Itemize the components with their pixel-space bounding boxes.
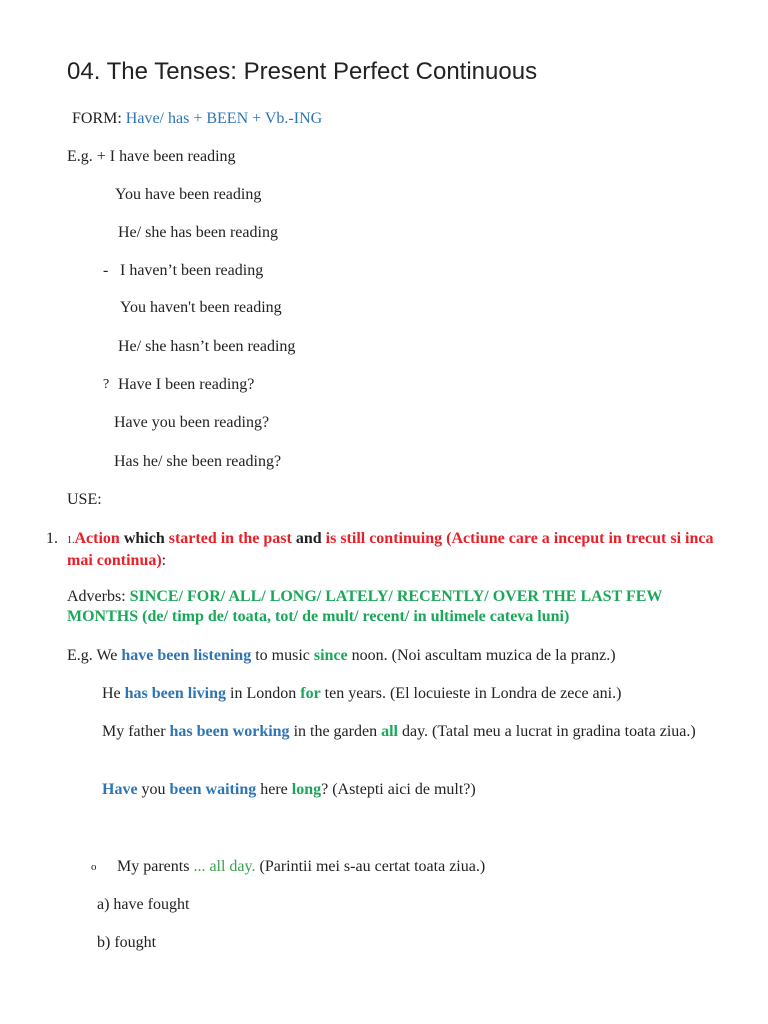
affirmative-line-2: You have been reading	[115, 186, 262, 203]
adverbs-line	[67, 587, 727, 627]
exercise-question	[117, 857, 485, 877]
example-1	[67, 646, 616, 666]
exercise-option-a: a) have fought	[97, 896, 190, 913]
use-1-description	[67, 529, 727, 571]
example-2-rest: ten years. (El locuieste in Londra de zece ani.)	[324, 685, 622, 702]
example-3-verb: has been working	[169, 723, 290, 740]
use-1-colon: :	[161, 552, 167, 569]
negative-line-2: You haven't been reading	[120, 299, 282, 316]
negative-prefix: -	[103, 262, 109, 279]
example-4-adverb: long	[291, 781, 322, 798]
negative-line-3: He/ she hasn’t been reading	[118, 338, 296, 355]
affirmative-text-1: I have been reading	[109, 148, 236, 165]
use-1-started: started in the past	[168, 530, 292, 547]
use-label: USE:	[67, 491, 102, 508]
interrogative-line-3: Has he/ she been reading?	[114, 453, 282, 470]
use-1-and: and	[295, 530, 322, 547]
example-2-verb: has been living	[124, 685, 227, 702]
example-3-middle: in the garden	[293, 723, 378, 740]
form-line	[72, 109, 322, 129]
use-1-which: which	[123, 530, 165, 547]
example-2-adverb: for	[300, 685, 321, 702]
example-1-rest: noon. (Noi ascultam muzica de la pranz.)	[351, 647, 616, 664]
exercise-prefix: My parents	[117, 858, 190, 875]
exercise-bullet: o	[91, 861, 97, 873]
example-3-rest: day. (Tatal meu a lucrat in gradina toata ziua.)	[401, 723, 696, 740]
example-4-subject: you	[141, 781, 166, 798]
page-title: 04. The Tenses: Present Perfect Continuous	[67, 58, 538, 85]
example-1-prefix: E.g. We	[67, 647, 118, 664]
use-1-action: Action	[74, 530, 120, 547]
use-1-still: is still continuing (Actiune care a inceput in trecut si inca mai continua)	[67, 530, 714, 569]
interrogative-line-1: Have I been reading?	[118, 376, 255, 393]
form-formula: Have/ has + BEEN + Vb.-ING	[125, 110, 323, 127]
example-4-rest: ? (Astepti aici de mult?)	[321, 781, 476, 798]
example-2-middle: in London	[230, 685, 297, 702]
exercise-option-b: b) fought	[97, 934, 157, 951]
list-number-1: 1.	[46, 530, 58, 547]
form-label: FORM:	[72, 110, 122, 127]
negative-line-1: I haven’t been reading	[120, 262, 264, 279]
example-4-aux: Have	[102, 781, 138, 798]
use-1-sub-number: 1.	[67, 535, 75, 546]
adverbs-label: Adverbs:	[67, 588, 126, 605]
example-1-adverb: since	[313, 647, 348, 664]
affirmative-line-3: He/ she has been reading	[118, 224, 278, 241]
affirmative-prefix: E.g. +	[67, 148, 106, 165]
example-2	[102, 684, 621, 704]
example-3-adverb: all	[381, 723, 398, 740]
exercise-blank: ... all day.	[193, 858, 256, 875]
example-4-middle: here	[260, 781, 288, 798]
example-4-verb: been waiting	[169, 781, 257, 798]
adverbs-list: SINCE/ FOR/ ALL/ LONG/ LATELY/ RECENTLY/ OVER THE LAST FEW MONTHS (de/ timp de/ toata, tot/ de mult/ recent/ in ultimele cateva luni)	[67, 588, 663, 625]
exercise-rest: (Parintii mei s-au certat toata ziua.)	[259, 858, 486, 875]
example-2-prefix: He	[102, 685, 121, 702]
example-1-middle: to music	[255, 647, 310, 664]
example-4	[102, 780, 476, 800]
interrogative-prefix: ?	[103, 377, 110, 392]
interrogative-line-2: Have you been reading?	[114, 414, 270, 431]
example-3-prefix: My father	[102, 723, 166, 740]
example-1-verb: have been listening	[121, 647, 252, 664]
example-3	[67, 722, 707, 742]
affirmative-line-1	[67, 147, 236, 167]
